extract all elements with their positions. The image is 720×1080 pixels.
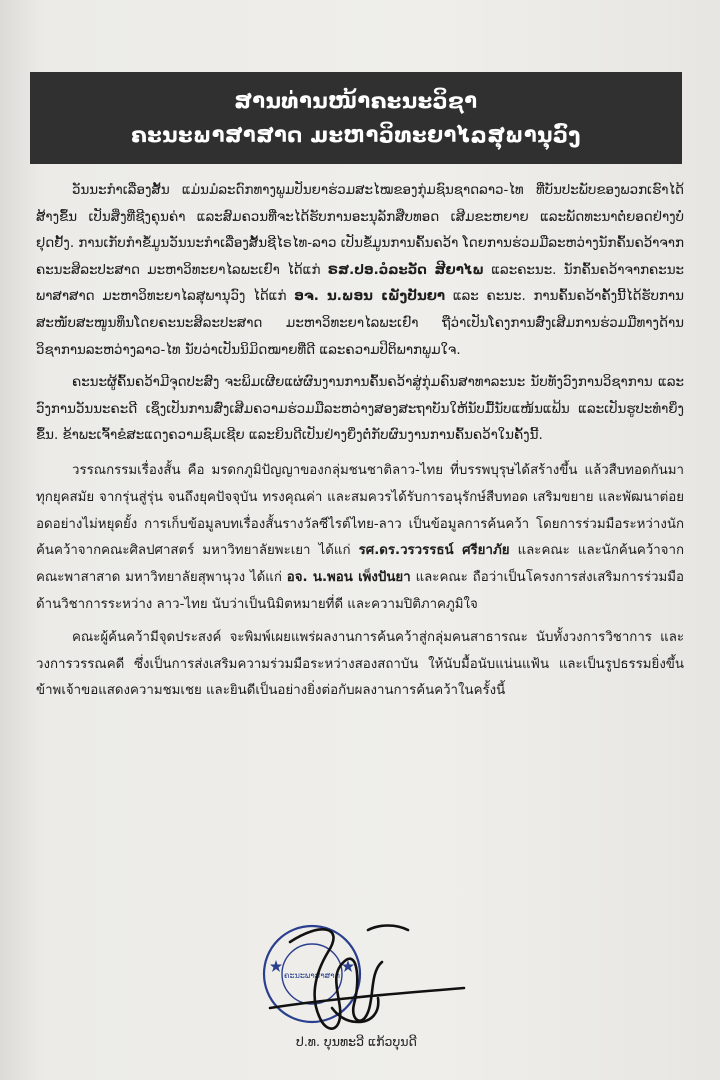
thai-p1-text-d: และคณะ ถือว่าเป็นโครงการส่งเสริมการร่วมมือด้านวิชาการระหว่าง ลาว-ไทย นับว่าเป็นนิมิตหมายที่ดี และความปิติภาคภูมิใจ: [36, 570, 685, 612]
lao-p1-text-a: ວັນນະກຳເລື່ອງສັ້ນ ແມ່ນມໍລະດົກທາງພູມປັນຍາຮ່ວມສະໄໝຂອງກຸ່ມຊົນຊາດລາວ-ໄທ ທີ່ບັນປະພັບຂອງພວກເຮົາໄດ້ສ້າງຂຶ້ນ ເປັນສິ່ງທີ່ຊີງຄຸນຄ່າ ແລະສົມຄວນທີ່ຈະໄດ້ຮັບການອະນຸລັກສືບທອດ ເສີມຂະຫຍາຍ ແລະພັດທະນາຕໍ່ຍອດຢ່າງບໍ່ຢຸດຢັ້ງ. ການເກັບກຳຂໍ້ມູນວັນນະກຳເລື່ອງສັ້ນຊີໄຣໄທ-ລາວ ເປັນຂໍ້ມູນການຄົ້ນຄວ້າ ໂດຍການຮ່ວມມືລະຫວ່າງນັກຄົ້ນຄວ້າຈາກຄະນະສິລະປະສາດ ມະຫາວິທະຍາໄລພະເຢົາ ໄດ້ແກ່: [36, 183, 684, 278]
title-banner: [30, 72, 682, 164]
thai-p1-text-a: วรรณกรรมเรื่องสั้น คือ มรดกภูมิปัญญาของกลุ่มชนชาติลาว-ไทย ที่บรรพบุรุษได้สร้างขึ้น แล้วสืบทอดกันมาทุกยุคสมัย จากรุ่นสู่รุ่น จนถึงยุคปัจจุบัน ทรงคุณค่า และสมควรได้รับการอนุรักษ์สืบทอด เสริมขยาย และพัฒนาต่อยอดอย่างไม่หยุดยั้ง การเก็บข้อมูลบทเรื่องสั้นรางวัลซีไรต์ไทย-ลาว เป็นข้อมูลการค้นคว้า โดยการร่วมมือระหว่างนักค้นคว้าจากคณะศิลปศาสตร์ มหาวิทยาลัยพะเยา ได้แก่: [36, 462, 684, 559]
lao-p1-text-d: ແລະ ຄະນະ. ການຄົ້ນຄວ້າຄັ້ງນີ້ໄດ້ຮັບການສະໜັບສະໜູນທຶນໂດຍຄະນະສິລະປະສາດ ມະຫາວິທະຍາໄລພະເຢົາ ຖືວ່າເປັນໂຄງການສົ່ງເສີມການຮ່ວມມືທາງດ້ານວິຊາການລະຫວ່າງລາວ-ໄທ ນັບວ່າເປັນນິມິດໝາຍທີ່ດີ ແລະຄວາມປິຕິພາກພູມໃຈ.: [36, 289, 684, 358]
page-title: ສານທ່ານໜ້າຄະນະວິຊາ: [234, 89, 478, 113]
lao-paragraph-2: [36, 370, 684, 450]
thai-p2-text: คณะผู้ค้นคว้ามีจุดประสงค์ จะพิมพ์เผยแพร่ผลงานการค้นคว้าสู่กลุ่มคนสาธารณะ นับทั้งวงการวิชาการ และวงการวรรณคดี ซึ่งเป็นการส่งเสริมความร่วมมือระหว่างสองสถาบัน ให้นับมื้อนับแน่นแฟ้น และเป็นรูปธรรมยิ่งขึ้น ข้าพเจ้าขอแสดงความชมเชย และยินดีเป็นอย่างยิ่งต่อกับผลงานการค้นคว้าในครั้งนี้: [36, 629, 684, 699]
lao-p1-name-2: ອຈ. ນ.ພອນ ເພັງປັນຍາ: [294, 289, 446, 305]
lao-p1-text-c: ແລະຄະນະ. ນັກຄົ້ນຄວ້າຈາກຄະນະພາສາສາດ ມະຫາວິທະຍາໄລສຸພານຸວົງ ໄດ້ແກ່: [36, 262, 685, 305]
thai-paragraph-1: [36, 458, 684, 619]
thai-section: [36, 458, 684, 705]
message-body: [36, 178, 684, 705]
lao-p1-name-1: ຣສ.ປອ.ວໍລະວັດ ສີຍາໄພ: [327, 262, 484, 278]
thai-p1-name-2: อจ. น.พอน เพ็งปันยา: [286, 570, 411, 586]
page-subtitle: ຄະນະພາສາສາດ ມະຫາວິທະຍາໄລສຸພານຸວົງ: [131, 123, 581, 147]
thai-p1-name-1: รศ.ดร.วรวรรธน์ ศรียาภัย: [358, 543, 510, 559]
seal-text: ຄະນະພາສາສາດ: [284, 971, 340, 980]
thai-p1-text-c: และคณะ และนักค้นคว้าจากคณะพาสาสาด มหาวิทยาลัยสุพานุวง ได้แก่: [36, 543, 684, 586]
signatory-name: ປ.ທ. ບຸນທະວີ ແກ້ວບຸນດີ: [296, 1034, 417, 1049]
lao-p2-text: ຄະນະຜູ້ຄົ້ນຄວ້າມີຈຸດປະສົງ ຈະພິມເຜີຍແຜ່ຜົນງານການຄົ້ນຄວ້າສູ່ກຸ່ມຄົນສາທາລະນະ ນັບທັງວົງການວິຊາການ ແລະວົງການວັນນະຄະດີ ເຊິ່ງເປັນການສົ່ງເສີມຄວາມຮ່ວມມືລະຫວ່າງສອງສະຖາບັນໃຫ້ນັບມື້ນັບແໜ້ນແຟ້ນ ແລະເປັນຮູປະທຳຍິ່ງຂຶ້ນ. ຂ້າພະເຈົ້າຂໍສະແດງຄວາມຊົມເຊີຍ ແລະຍິນດີເປັນຢ່າງຍິ່ງຕໍ່ກັບຜົນງານການຄົ້ນຄວ້າໃນຄັ້ງນີ້.: [36, 375, 684, 444]
thai-paragraph-2: [36, 625, 684, 705]
lao-section: [36, 178, 684, 450]
lao-paragraph-1: [36, 178, 684, 364]
seal-and-signature-icon: [250, 912, 470, 1042]
